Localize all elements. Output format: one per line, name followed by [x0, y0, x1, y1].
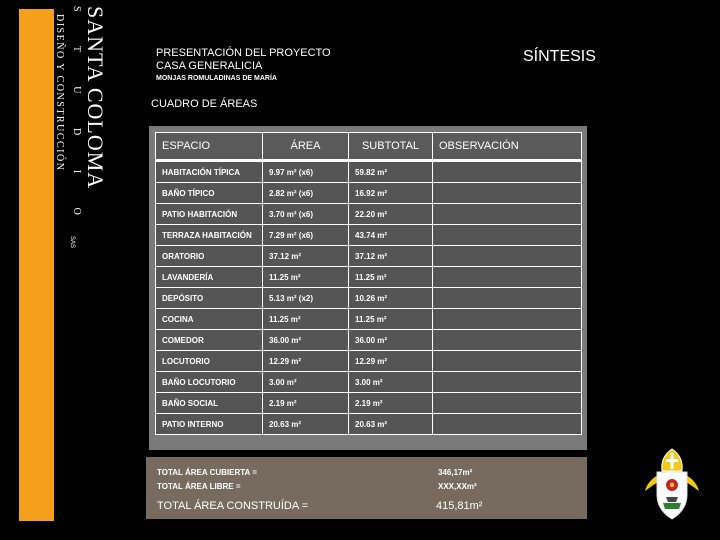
free-area-value: XXX,XXm² [438, 482, 477, 491]
observation-cell [433, 309, 582, 330]
area-cell: 9.97 m² (x6) [263, 161, 349, 183]
table-row [156, 204, 582, 225]
header-line-2: CASA GENERALICIA [156, 60, 263, 72]
space-cell: PATIO HABITACIÓN [156, 204, 263, 225]
subtotal-cell: 12.29 m² [349, 351, 433, 372]
subtotal-cell: 16.92 m² [349, 183, 433, 204]
space-cell: COMEDOR [156, 330, 263, 351]
observation-cell [433, 414, 582, 435]
space-cell: LOCUTORIO [156, 351, 263, 372]
table-row [156, 246, 582, 267]
area-cell: 12.29 m² [263, 351, 349, 372]
table-row [156, 183, 582, 204]
column-header: ÁREA [263, 133, 349, 161]
area-cell: 5.13 m² (x2) [263, 288, 349, 309]
table-row [156, 351, 582, 372]
column-header: OBSERVACIÓN [433, 133, 582, 161]
observation-cell [433, 161, 582, 183]
observation-cell [433, 225, 582, 246]
area-cell: 20.63 m² [263, 414, 349, 435]
brand-tagline: DISEÑO Y CONSTRUCCIÓN [54, 14, 65, 172]
observation-cell [433, 330, 582, 351]
subtotal-cell: 11.25 m² [349, 309, 433, 330]
area-cell: 11.25 m² [263, 309, 349, 330]
areas-table [155, 132, 582, 435]
brand-sas: SAS [69, 236, 75, 249]
subtotal-cell: 22.20 m² [349, 204, 433, 225]
built-area-value: 415,81m² [436, 500, 483, 512]
subtotal-cell: 36.00 m² [349, 330, 433, 351]
space-cell: BAÑO TÍPICO [156, 183, 263, 204]
area-cell: 3.70 m² (x6) [263, 204, 349, 225]
table-row [156, 372, 582, 393]
header-line-3: MONJAS ROMULADINAS DE MARÍA [156, 75, 277, 82]
area-cell: 3.00 m² [263, 372, 349, 393]
space-cell: HABITACIÓN TÍPICA [156, 161, 263, 183]
column-header: SUBTOTAL [349, 133, 433, 161]
table-caption: CUADRO DE ÁREAS [151, 98, 258, 110]
table-header-row [156, 133, 582, 161]
observation-cell [433, 183, 582, 204]
subtotal-cell: 10.26 m² [349, 288, 433, 309]
area-cell: 2.82 m² (x6) [263, 183, 349, 204]
space-cell: PATIO INTERNO [156, 414, 263, 435]
observation-cell [433, 288, 582, 309]
table-row [156, 309, 582, 330]
observation-cell [433, 351, 582, 372]
crest-icon [641, 447, 703, 522]
observation-cell [433, 393, 582, 414]
space-cell: BAÑO LOCUTORIO [156, 372, 263, 393]
table-row [156, 161, 582, 183]
free-area-label: TOTAL ÁREA LIBRE = [157, 482, 241, 491]
header-line-1: PRESENTACIÓN DEL PROYECTO [156, 47, 331, 59]
accent-bar [19, 9, 54, 521]
totals-panel [146, 457, 587, 519]
area-cell: 37.12 m² [263, 246, 349, 267]
table-row [156, 267, 582, 288]
column-header: ESPACIO [156, 133, 263, 161]
subtotal-cell: 59.82 m² [349, 161, 433, 183]
observation-cell [433, 246, 582, 267]
project-header [156, 47, 331, 84]
subtotal-cell: 43.74 m² [349, 225, 433, 246]
table-row [156, 225, 582, 246]
table-row [156, 288, 582, 309]
area-cell: 11.25 m² [263, 267, 349, 288]
space-cell: BAÑO SOCIAL [156, 393, 263, 414]
space-cell: COCINA [156, 309, 263, 330]
subtotal-cell: 37.12 m² [349, 246, 433, 267]
brand-name: SANTA COLOMA [83, 6, 108, 190]
subtotal-cell: 3.00 m² [349, 372, 433, 393]
area-cell: 7.29 m² (x6) [263, 225, 349, 246]
space-cell: TERRAZA HABITACIÓN [156, 225, 263, 246]
covered-area-value: 346,17m² [438, 468, 473, 477]
area-cell: 36.00 m² [263, 330, 349, 351]
built-area-label: TOTAL ÁREA CONSTRUÍDA = [157, 500, 309, 512]
space-cell: LAVANDERÍA [156, 267, 263, 288]
covered-area-label: TOTAL ÁREA CUBIERTA = [157, 468, 257, 477]
subtotal-cell: 11.25 m² [349, 267, 433, 288]
areas-table-frame [149, 126, 587, 450]
brand-studio: S T U D I O [71, 6, 82, 231]
observation-cell [433, 372, 582, 393]
observation-cell [433, 204, 582, 225]
observation-cell [433, 267, 582, 288]
table-row [156, 330, 582, 351]
page-title: SÍNTESIS [523, 48, 596, 65]
table-row [156, 414, 582, 435]
table-row [156, 393, 582, 414]
subtotal-cell: 20.63 m² [349, 414, 433, 435]
space-cell: ORATORIO [156, 246, 263, 267]
space-cell: DEPÓSITO [156, 288, 263, 309]
area-cell: 2.19 m² [263, 393, 349, 414]
subtotal-cell: 2.19 m² [349, 393, 433, 414]
